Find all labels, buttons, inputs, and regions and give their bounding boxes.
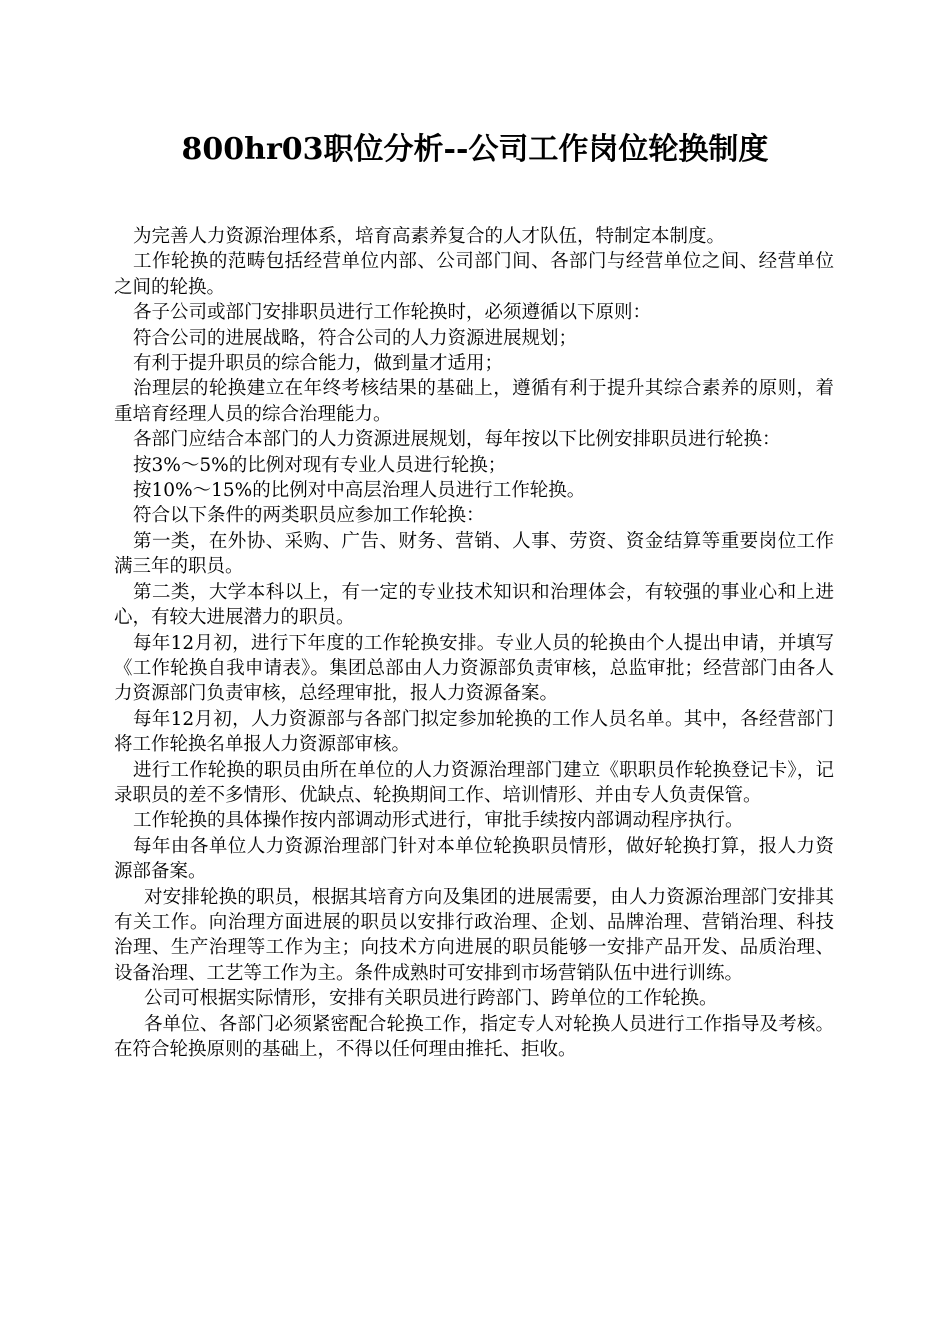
body-paragraph: 各单位、各部门必须紧密配合轮换工作，指定专人对轮换人员进行工作指导及考核。在符合轮换原则的基础上，不得以任何理由推托、拒收。 — [114, 1013, 834, 1060]
body-paragraph: 对安排轮换的职员，根据其培育方向及集团的进展需要，由人力资源治理部门安排其有关工作。向治理方面进展的职员以安排行政治理、企划、品牌治理、营销治理、科技治理、生产治理等工作为主；向技术方向进展的职员能够一安排产品开发、品质治理、设备治理、工艺等工作为主。条件成熟时可安排到市场营销队伍中进行训练。 — [114, 886, 834, 984]
body-paragraph: 有利于提升职员的综合能力，做到量才适用； — [133, 353, 504, 375]
body-paragraph: 符合公司的进展战略，符合公司的人力资源进展规划； — [133, 327, 578, 349]
body-paragraph: 各部门应结合本部门的人力资源进展规划，每年按以下比例安排职员进行轮换： — [133, 429, 781, 451]
body-paragraph: 治理层的轮换建立在年终考核结果的基础上，遵循有利于提升其综合素养的原则，着重培育经理人员的综合治理能力。 — [114, 378, 834, 425]
body-paragraph: 每年12月初，人力资源部与各部门拟定参加轮换的工作人员名单。其中，各经营部门将工作轮换名单报人力资源部审核。 — [114, 708, 834, 756]
body-paragraph: 第一类，在外协、采购、广告、财务、营销、人事、劳资、资金结算等重要岗位工作满三年的职员。 — [114, 530, 834, 578]
body-paragraph: 每年由各单位人力资源治理部门针对本单位轮换职员情形，做好轮换打算，报人力资源部备案。 — [114, 835, 834, 883]
body-paragraph: 每年12月初，进行下年度的工作轮换安排。专业人员的轮换由个人提出申请，并填写《工作轮换自我申请表》。集团总部由人力资源部负责审核，总监审批；经营部门由各人力资源部门负责审核，总经理审批，报人力资源备案。 — [114, 632, 834, 705]
body-paragraph: 工作轮换的范畴包括经营单位内部、公司部门间、各部门与经营单位之间、经营单位之间的轮换。 — [114, 251, 834, 298]
body-paragraph: 各子公司或部门安排职员进行工作轮换时，必须遵循以下原则： — [133, 302, 652, 324]
body-paragraph: 公司可根据实际情形，安排有关职员进行跨部门、跨单位的工作轮换。 — [144, 988, 718, 1010]
body-paragraph: 按10%～15%的比例对中高层治理人员进行工作轮换。 — [133, 480, 586, 502]
body-paragraph: 为完善人力资源治理体系，培育高素养复合的人才队伍，特制定本制度。 — [133, 226, 726, 247]
body-paragraph: 按3%～5%的比例对现有专业人员进行轮换； — [133, 454, 507, 476]
body-paragraph: 进行工作轮换的职员由所在单位的人力资源治理部门建立《职职员作轮换登记卡》，记录职员的差不多情形、优缺点、轮换期间工作、培训情形、并由专人负责保管。 — [114, 759, 834, 806]
body-paragraph: 第二类，大学本科以上，有一定的专业技术知识和治理体会，有较强的事业心和上进心，有较大进展潜力的职员。 — [114, 581, 834, 629]
body-paragraph: 工作轮换的具体操作按内部调动形式进行，审批手续按内部调动程序执行。 — [133, 810, 744, 832]
document-body — [114, 224, 834, 1062]
body-paragraph: 符合以下条件的两类职员应参加工作轮换： — [133, 505, 485, 527]
document-title: 800hr03职位分析--公司工作岗位轮换制度 — [181, 132, 769, 167]
